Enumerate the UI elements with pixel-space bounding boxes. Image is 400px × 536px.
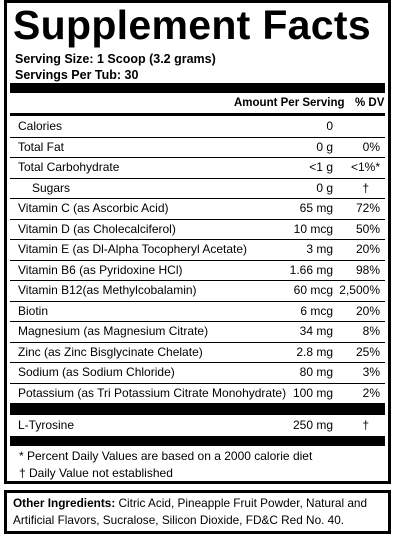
- nutrient-dv: 20%: [355, 242, 380, 256]
- nutrient-amount: <1 g: [309, 160, 333, 174]
- nutrient-name: Biotin: [18, 303, 49, 318]
- thick-divider-middle: [10, 403, 385, 415]
- nutrient-name: Sodium (as Sodium Chloride): [18, 365, 175, 379]
- header-daily-value: % DV: [355, 97, 385, 109]
- nutrient-row: [10, 383, 385, 404]
- nutrient-name: Vitamin B6 (as Pyridoxine HCl): [18, 262, 183, 277]
- nutrient-name: Potassium (as Tri Potassium Citrate Monohydrate): [18, 385, 287, 400]
- servings-per-tub: [15, 68, 138, 82]
- other-ingredients-box: [4, 490, 391, 534]
- supplement-facts-panel: [4, 0, 391, 484]
- nutrient-row: [10, 198, 385, 219]
- nutrient-dv: 72%: [355, 201, 380, 215]
- other-ingredients-text: Citric Acid, Pineapple Fruit Powder, Natural and Artificial Flavors, Sucralose, Silicon Dioxide, FD&C Red No. 40.: [13, 496, 368, 527]
- nutrient-amount: 80 mg: [299, 365, 333, 379]
- nutrient-name: Vitamin E (as Dl-Alpha Tocopheryl Acetate): [18, 242, 248, 256]
- nutrient-name: Sugars: [32, 180, 71, 195]
- nutrient-row: [10, 219, 385, 240]
- nutrient-dv: 20%: [355, 303, 380, 318]
- nutrient-amount: 34 mg: [299, 324, 333, 338]
- nutrient-name: Total Fat: [18, 139, 65, 154]
- nutrient-dv: 98%: [355, 262, 380, 277]
- header-amount-per-serving: Amount Per Serving: [234, 97, 345, 109]
- nutrient-amount: 0: [326, 119, 333, 133]
- footnote-percent-dv: * Percent Daily Values are based on a 2000 calorie diet: [19, 449, 313, 463]
- nutrient-row: [10, 301, 385, 322]
- nutrient-amount: 6 mcg: [300, 303, 333, 318]
- nutrient-dv: <1%*: [350, 160, 380, 174]
- nutrient-amount: 60 mcg: [293, 283, 333, 297]
- nutrient-row: [10, 362, 385, 383]
- footnote-dagger: † Daily Value not established: [19, 466, 173, 480]
- nutrient-amount: 65 mg: [299, 201, 333, 215]
- nutrient-row: [10, 239, 385, 260]
- servings-per-label: Servings Per Tub:: [15, 68, 122, 82]
- nutrient-dv: †: [362, 180, 369, 195]
- nutrient-amount: 1.66 mg: [289, 262, 333, 277]
- other-ingredients-label: Other Ingredients:: [13, 496, 116, 510]
- nutrient-dv: 2,500%: [339, 283, 380, 297]
- nutrient-name: Zinc (as Zinc Bisglycinate Chelate): [18, 344, 203, 359]
- serving-size-label: Serving Size:: [15, 52, 94, 66]
- nutrient-name: Total Carbohydrate: [18, 160, 120, 174]
- nutrient-amount: 0 g: [316, 139, 333, 154]
- nutrient-row: [10, 157, 385, 178]
- nutrient-dv: 8%: [362, 324, 380, 338]
- nutrient-row: [10, 260, 385, 281]
- nutrient-name: Vitamin B12(as Methylcobalamin): [18, 283, 197, 297]
- nutrient-amount: 0 g: [316, 180, 333, 195]
- nutrient-name: Magnesium (as Magnesium Citrate): [18, 324, 209, 338]
- nutrient-name: Vitamin D (as Cholecalciferol): [18, 221, 176, 236]
- nutrient-amount: 250 mg: [292, 418, 333, 432]
- serving-size: [15, 52, 216, 66]
- nutrient-row: [10, 321, 385, 342]
- nutrient-row: [10, 116, 385, 137]
- nutrient-dv: 2%: [362, 385, 380, 400]
- nutrient-row-l-tyrosine: [10, 415, 385, 436]
- nutrient-row: [10, 342, 385, 363]
- nutrient-amount: 10 mcg: [293, 221, 333, 236]
- nutrient-row: [10, 280, 385, 301]
- nutrient-dv: †: [362, 418, 369, 432]
- nutrient-name: Vitamin C (as Ascorbic Acid): [18, 201, 169, 215]
- nutrient-dv: 3%: [362, 365, 380, 379]
- nutrient-name: Calories: [18, 119, 63, 133]
- nutrient-amount: 3 mg: [306, 242, 333, 256]
- nutrient-name: L-Tyrosine: [18, 418, 75, 432]
- nutrient-row: [10, 178, 385, 199]
- panel-title: Supplement Facts: [13, 2, 371, 48]
- nutrient-amount: 2.8 mg: [296, 344, 333, 359]
- thick-divider-bottom: [10, 436, 385, 446]
- servings-per-value: 30: [124, 68, 139, 82]
- nutrient-row: [10, 137, 385, 158]
- serving-size-value: 1 Scoop (3.2 grams): [96, 52, 216, 66]
- nutrient-dv: 50%: [355, 221, 380, 236]
- thick-divider-top: [10, 83, 385, 93]
- nutrient-dv: 0%: [362, 139, 380, 154]
- nutrient-dv: 25%: [355, 344, 380, 359]
- nutrient-amount: 100 mg: [292, 385, 333, 400]
